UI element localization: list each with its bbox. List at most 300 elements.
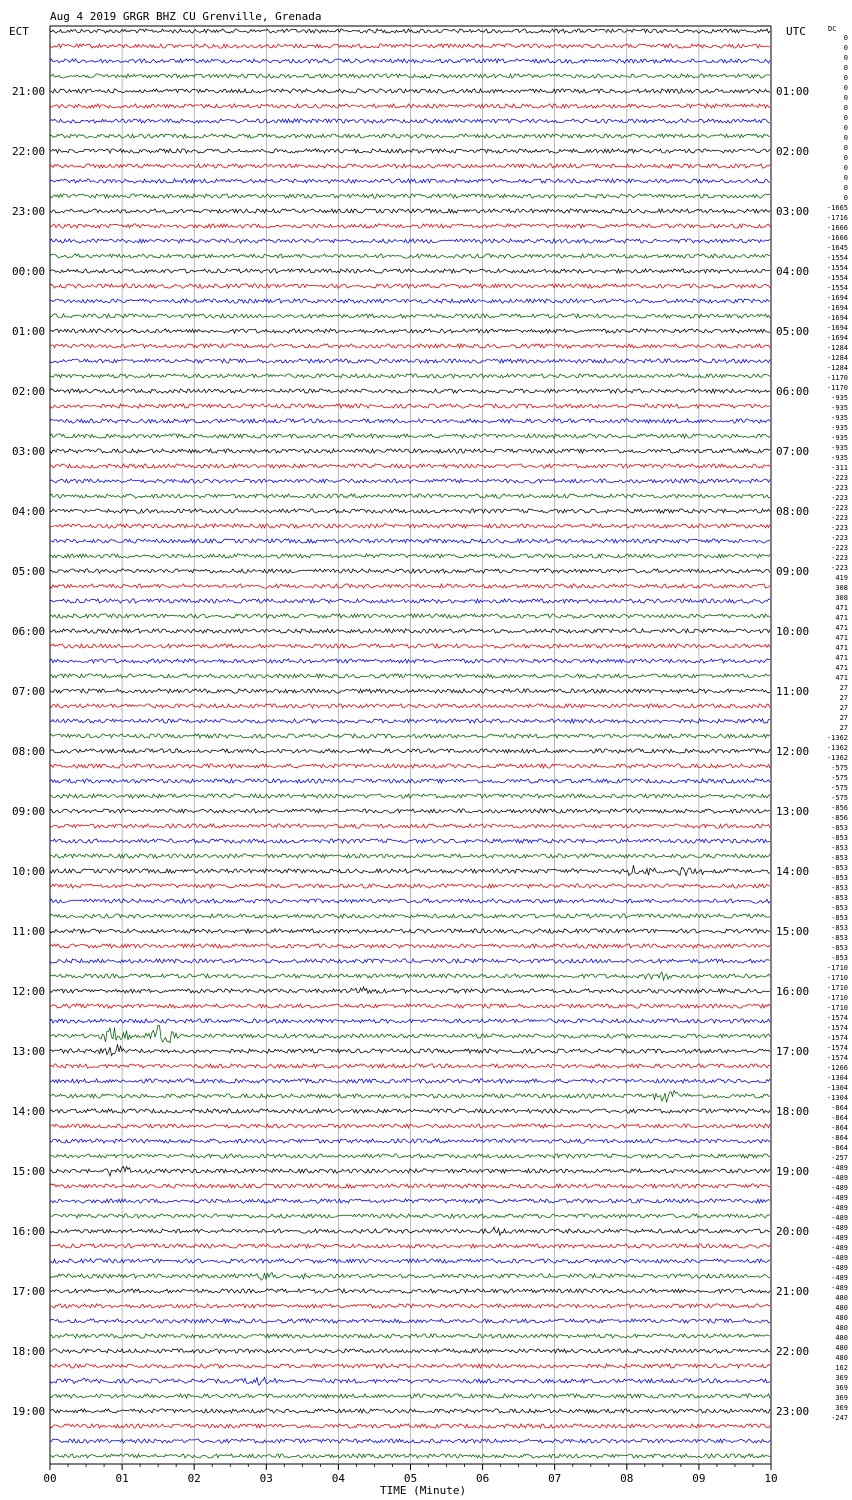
trace-row: [50, 29, 770, 33]
dc-offset-label: 0: [843, 44, 848, 52]
right-hour-label: 14:00: [776, 865, 810, 878]
dc-offset-label: 471: [835, 624, 848, 632]
trace-row: [50, 1259, 770, 1263]
dc-offset-label: 27: [839, 694, 848, 702]
left-hour-label: 03:00: [12, 445, 46, 458]
dc-offset-label: -1554: [826, 284, 848, 292]
dc-offset-label: -853: [831, 834, 848, 842]
left-hour-label: 01:00: [12, 325, 46, 338]
dc-offset-label: -853: [831, 954, 848, 962]
right-hour-label: 20:00: [776, 1225, 810, 1238]
trace-row: [50, 719, 770, 723]
dc-offset-label: -864: [831, 1134, 848, 1142]
dc-offset-label: -1574: [826, 1054, 848, 1062]
trace-row: [50, 1079, 770, 1083]
trace-row: [50, 344, 770, 348]
dc-offset-label: 471: [835, 674, 848, 682]
trace-row: [50, 584, 770, 588]
trace-row: [50, 1394, 770, 1398]
dc-offset-label: -257: [831, 1154, 848, 1162]
left-hour-label: 00:00: [12, 265, 46, 278]
trace-row: [50, 449, 770, 453]
dc-offset-label: 0: [843, 124, 848, 132]
dc-offset-label: -1266: [826, 1064, 848, 1072]
x-axis-ticks: [43, 1464, 777, 1485]
trace-row: [50, 209, 770, 213]
trace-row: [50, 149, 770, 153]
trace-row: [50, 914, 770, 918]
dc-offset-label: -853: [831, 924, 848, 932]
trace-row: [50, 569, 770, 573]
right-hour-label: 06:00: [776, 385, 810, 398]
dc-offset-label: -489: [831, 1184, 848, 1192]
trace-row: [50, 59, 770, 63]
dc-offset-label: -1554: [826, 264, 848, 272]
trace-row: [50, 779, 770, 783]
right-hour-label: 12:00: [776, 745, 810, 758]
trace-row: [50, 1409, 770, 1413]
dc-offset-label: -853: [831, 934, 848, 942]
right-hour-label: 19:00: [776, 1165, 810, 1178]
dc-offset-label: -864: [831, 1104, 848, 1112]
trace-row: [50, 1167, 770, 1176]
left-hour-label: 17:00: [12, 1285, 46, 1298]
trace-row: [50, 1214, 770, 1218]
dc-offset-label: -1666: [826, 234, 848, 242]
x-tick-label: 10: [764, 1472, 778, 1485]
dc-offset-label: -1304: [826, 1084, 848, 1092]
right-hour-label: 21:00: [776, 1285, 810, 1298]
trace-row: [50, 704, 770, 708]
x-tick-label: 06: [475, 1472, 490, 1485]
trace-row: [50, 674, 770, 678]
dc-offset-label: -853: [831, 884, 848, 892]
trace-row: [50, 839, 770, 843]
dc-offset-label: -1710: [826, 964, 848, 972]
dc-offset-label: -864: [831, 1144, 848, 1152]
dc-offset-label: 0: [843, 134, 848, 142]
trace-row: [50, 944, 770, 948]
trace-row: [50, 1319, 770, 1323]
right-hour-labels: [776, 85, 809, 1418]
trace-row: [50, 479, 770, 483]
left-hour-label: 21:00: [12, 85, 46, 98]
dc-offset-label: -489: [831, 1284, 848, 1292]
dc-offset-label: -853: [831, 874, 848, 882]
dc-offset-label: -489: [831, 1204, 848, 1212]
left-hour-label: 15:00: [12, 1165, 46, 1178]
dc-offset-label: 480: [835, 1354, 848, 1362]
trace-row: [50, 284, 770, 288]
x-tick-label: 07: [548, 1472, 562, 1485]
dc-offset-label: 471: [835, 644, 848, 652]
dc-offset-label: -575: [831, 764, 848, 772]
right-hour-label: 09:00: [776, 565, 810, 578]
right-hour-label: 07:00: [776, 445, 810, 458]
dc-offset-label: -1694: [826, 304, 848, 312]
left-hour-label: 09:00: [12, 805, 46, 818]
dc-offset-label: 471: [835, 654, 848, 662]
x-tick-label: 08: [620, 1472, 634, 1485]
dc-offset-label: -1665: [826, 204, 848, 212]
dc-offset-label: -853: [831, 894, 848, 902]
dc-offset-label: -489: [831, 1164, 848, 1172]
trace-row: [50, 539, 770, 543]
chart-title: Aug 4 2019 GRGR BHZ CU Grenville, Grenada: [50, 10, 322, 23]
left-hour-label: 11:00: [12, 925, 46, 938]
dc-offset-label: -223: [831, 494, 848, 502]
x-tick-label: 02: [187, 1472, 201, 1485]
dc-offset-label: 0: [843, 104, 848, 112]
dc-offset-label: 419: [835, 574, 848, 582]
dc-offset-label: 27: [839, 714, 848, 722]
trace-row: [50, 987, 770, 994]
dc-offset-label: 369: [835, 1384, 848, 1392]
trace-row: [50, 329, 770, 333]
dc-offset-label: -853: [831, 914, 848, 922]
left-hour-label: 18:00: [12, 1345, 46, 1358]
trace-row: [50, 809, 770, 813]
trace-row: [50, 599, 770, 603]
dc-offset-label: 308: [835, 584, 848, 592]
trace-row: [50, 959, 770, 963]
dc-offset-label: -489: [831, 1214, 848, 1222]
trace-row: [50, 1064, 770, 1068]
trace-row: [50, 1025, 770, 1042]
x-tick-label: 03: [259, 1472, 273, 1485]
dc-offset-label: -1694: [826, 334, 848, 342]
trace-row: [50, 1289, 770, 1293]
trace-row: [50, 1334, 770, 1338]
dc-offset-label: 0: [843, 184, 848, 192]
trace-row: [50, 644, 770, 648]
trace-row: [50, 389, 770, 393]
trace-row: [50, 1184, 770, 1188]
dc-offset-label: 471: [835, 614, 848, 622]
trace-row: [50, 1139, 770, 1143]
trace-row: [50, 134, 770, 138]
dc-offset-label: -853: [831, 854, 848, 862]
trace-row: [50, 1019, 770, 1023]
trace-row: [50, 854, 770, 858]
dc-offset-label: -247: [831, 1414, 848, 1422]
dc-offset-label: -1574: [826, 1034, 848, 1042]
dc-offset-label: -311: [831, 464, 848, 472]
left-hour-label: 23:00: [12, 205, 46, 218]
left-hour-label: 06:00: [12, 625, 46, 638]
right-hour-label: 13:00: [776, 805, 810, 818]
dc-offset-label: -1170: [826, 384, 848, 392]
dc-offset-label: -223: [831, 504, 848, 512]
x-axis-title: TIME (Minute): [380, 1484, 467, 1497]
dc-offset-label: -864: [831, 1114, 848, 1122]
dc-offset-label: 27: [839, 684, 848, 692]
trace-row: [50, 74, 770, 78]
dc-offset-label: 0: [843, 94, 848, 102]
dc-offset-label: -853: [831, 904, 848, 912]
dc-offset-label: 0: [843, 34, 848, 42]
dc-offset-label: -1694: [826, 294, 848, 302]
dc-offset-label: -1645: [826, 244, 848, 252]
trace-row: [50, 629, 770, 633]
dc-offset-label: -853: [831, 844, 848, 852]
trace-row: [50, 89, 770, 93]
trace-row: [50, 224, 770, 228]
dc-offset-label: -853: [831, 824, 848, 832]
dc-offset-label: -1574: [826, 1014, 848, 1022]
dc-offset-label: 471: [835, 604, 848, 612]
trace-row: [50, 1004, 770, 1008]
trace-row: [50, 734, 770, 738]
dc-offset-label: -935: [831, 424, 848, 432]
dc-offset-label: -1284: [826, 344, 848, 352]
trace-row: [50, 1227, 770, 1235]
dc-offset-label: 27: [839, 704, 848, 712]
left-hour-label: 13:00: [12, 1045, 46, 1058]
trace-row: [50, 359, 770, 363]
dc-offset-label: -935: [831, 454, 848, 462]
dc-offset-label: -223: [831, 524, 848, 532]
dc-offset-label: 369: [835, 1404, 848, 1412]
dc-offset-label: -575: [831, 774, 848, 782]
trace-row: [50, 824, 770, 828]
dc-offset-label: -489: [831, 1234, 848, 1242]
trace-row: [50, 1273, 770, 1281]
dc-offset-label: -1170: [826, 374, 848, 382]
dc-offset-label: -1362: [826, 734, 848, 742]
trace-row: [50, 464, 770, 468]
dc-offset-label: 480: [835, 1344, 848, 1352]
dc-offset-label: -223: [831, 474, 848, 482]
trace-row: [50, 269, 770, 273]
x-tick-label: 05: [403, 1472, 418, 1485]
seismic-traces: [50, 29, 770, 1458]
trace-row: [50, 659, 770, 663]
dc-offset-label: 471: [835, 634, 848, 642]
trace-row: [50, 614, 770, 618]
dc-offset-label: -935: [831, 434, 848, 442]
dc-offset-label: -1362: [826, 754, 848, 762]
dc-offset-label: -1304: [826, 1094, 848, 1102]
dc-offset-label: -489: [831, 1174, 848, 1182]
dc-offset-label: -489: [831, 1224, 848, 1232]
left-hour-label: 14:00: [12, 1105, 46, 1118]
dc-offset-label: 369: [835, 1374, 848, 1382]
trace-row: [50, 689, 770, 693]
x-tick-label: 09: [692, 1472, 706, 1485]
trace-row: [50, 1439, 770, 1443]
trace-row: [50, 524, 770, 528]
trace-row: [50, 494, 770, 498]
dc-offset-label: -1710: [826, 984, 848, 992]
dc-offset-label: -1710: [826, 1004, 848, 1012]
dc-offset-label: 308: [835, 594, 848, 602]
dc-offset-label: -1710: [826, 994, 848, 1002]
right-hour-label: 05:00: [776, 325, 810, 338]
right-hour-label: 04:00: [776, 265, 810, 278]
trace-row: [50, 1091, 770, 1103]
right-hour-label: 10:00: [776, 625, 810, 638]
dc-offset-label: -1304: [826, 1074, 848, 1082]
dc-offset-labels: [827, 34, 848, 1422]
dc-offset-label: -1574: [826, 1044, 848, 1052]
trace-row: [50, 1199, 770, 1203]
dc-offset-label: -1284: [826, 354, 848, 362]
trace-row: [50, 119, 770, 123]
left-hour-label: 12:00: [12, 985, 46, 998]
trace-row: [50, 1304, 770, 1308]
dc-offset-label: 369: [835, 1394, 848, 1402]
dc-offset-label: 480: [835, 1314, 848, 1322]
trace-row: [50, 1244, 770, 1248]
dc-offset-label: -935: [831, 404, 848, 412]
trace-row: [50, 1044, 770, 1055]
left-hour-label: 22:00: [12, 145, 46, 158]
dc-offset-label: 480: [835, 1294, 848, 1302]
right-hour-label: 11:00: [776, 685, 810, 698]
dc-offset-label: -1362: [826, 744, 848, 752]
trace-row: [50, 794, 770, 798]
trace-row: [50, 1364, 770, 1368]
dc-offset-label: 0: [843, 194, 848, 202]
trace-row: [50, 374, 770, 378]
right-hour-label: 23:00: [776, 1405, 810, 1418]
dc-offset-label: 480: [835, 1324, 848, 1332]
dc-offset-label: -575: [831, 794, 848, 802]
trace-row: [50, 164, 770, 168]
dc-offset-label: -856: [831, 814, 848, 822]
dc-offset-label: -1284: [826, 364, 848, 372]
dc-offset-label: 0: [843, 174, 848, 182]
trace-row: [50, 179, 770, 183]
trace-row: [50, 299, 770, 303]
dc-offset-label: -864: [831, 1124, 848, 1132]
dc-offset-label: -853: [831, 944, 848, 952]
left-hour-label: 02:00: [12, 385, 46, 398]
dc-offset-label: -223: [831, 534, 848, 542]
left-hour-label: 07:00: [12, 685, 46, 698]
dc-offset-label: -935: [831, 394, 848, 402]
left-hour-label: 19:00: [12, 1405, 46, 1418]
dc-offset-label: -853: [831, 864, 848, 872]
dc-offset-label: -489: [831, 1254, 848, 1262]
dc-offset-label: 0: [843, 84, 848, 92]
trace-row: [50, 239, 770, 243]
dc-offset-label: -1716: [826, 214, 848, 222]
right-hour-label: 15:00: [776, 925, 810, 938]
dc-offset-label: 0: [843, 54, 848, 62]
dc-offset-label: 0: [843, 74, 848, 82]
dc-offset-label: 0: [843, 64, 848, 72]
x-tick-label: 00: [43, 1472, 57, 1485]
dc-offset-label: 480: [835, 1304, 848, 1312]
x-tick-label: 01: [115, 1472, 129, 1485]
left-hour-label: 10:00: [12, 865, 46, 878]
right-hour-label: 16:00: [776, 985, 810, 998]
x-tick-label: 04: [331, 1472, 346, 1485]
dc-offset-label: -575: [831, 784, 848, 792]
dc-offset-label: 27: [839, 724, 848, 732]
dc-offset-label: 0: [843, 114, 848, 122]
trace-row: [50, 314, 770, 318]
trace-row: [50, 104, 770, 108]
right-timezone-label: UTC: [786, 25, 806, 38]
right-hour-label: 17:00: [776, 1045, 810, 1058]
left-hour-label: 04:00: [12, 505, 46, 518]
dc-column-label: DC: [828, 25, 837, 33]
right-hour-label: 18:00: [776, 1105, 810, 1118]
trace-row: [50, 1424, 770, 1428]
trace-row: [50, 764, 770, 768]
trace-row: [50, 1454, 770, 1458]
dc-offset-label: -1554: [826, 274, 848, 282]
trace-row: [50, 1154, 770, 1158]
dc-offset-label: -223: [831, 554, 848, 562]
trace-row: [50, 749, 770, 753]
left-hour-label: 16:00: [12, 1225, 46, 1238]
trace-row: [50, 44, 770, 48]
trace-row: [50, 1109, 770, 1113]
dc-offset-label: -489: [831, 1244, 848, 1252]
dc-offset-label: 480: [835, 1334, 848, 1342]
trace-row: [50, 434, 770, 438]
trace-row: [50, 554, 770, 558]
left-hour-label: 05:00: [12, 565, 46, 578]
dc-offset-label: -856: [831, 804, 848, 812]
dc-offset-label: 0: [843, 154, 848, 162]
trace-row: [50, 884, 770, 888]
trace-row: [50, 254, 770, 258]
right-hour-label: 22:00: [776, 1345, 810, 1358]
dc-offset-label: -223: [831, 484, 848, 492]
trace-row: [50, 1377, 770, 1385]
trace-row: [50, 899, 770, 903]
trace-row: [50, 929, 770, 933]
dc-offset-label: -489: [831, 1264, 848, 1272]
trace-row: [50, 972, 770, 980]
trace-row: [50, 865, 770, 875]
dc-offset-label: -935: [831, 444, 848, 452]
trace-row: [50, 404, 770, 408]
trace-row: [50, 509, 770, 513]
dc-offset-label: -489: [831, 1194, 848, 1202]
dc-offset-label: -1710: [826, 974, 848, 982]
dc-offset-label: -1666: [826, 224, 848, 232]
dc-offset-label: -935: [831, 414, 848, 422]
dc-offset-label: -1554: [826, 254, 848, 262]
dc-offset-label: 162: [835, 1364, 848, 1372]
dc-offset-label: -1694: [826, 314, 848, 322]
trace-row: [50, 194, 770, 198]
left-hour-labels: [12, 85, 45, 1418]
dc-offset-label: 0: [843, 144, 848, 152]
right-hour-label: 03:00: [776, 205, 810, 218]
left-timezone-label: ECT: [9, 25, 29, 38]
trace-row: [50, 419, 770, 423]
dc-offset-label: 471: [835, 664, 848, 672]
right-hour-label: 01:00: [776, 85, 810, 98]
right-hour-label: 02:00: [776, 145, 810, 158]
trace-row: [50, 1349, 770, 1353]
dc-offset-label: -1574: [826, 1024, 848, 1032]
dc-offset-label: 0: [843, 164, 848, 172]
right-hour-label: 08:00: [776, 505, 810, 518]
dc-offset-label: -1694: [826, 324, 848, 332]
dc-offset-label: -223: [831, 564, 848, 572]
dc-offset-label: -489: [831, 1274, 848, 1282]
dc-offset-label: -223: [831, 544, 848, 552]
left-hour-label: 08:00: [12, 745, 46, 758]
